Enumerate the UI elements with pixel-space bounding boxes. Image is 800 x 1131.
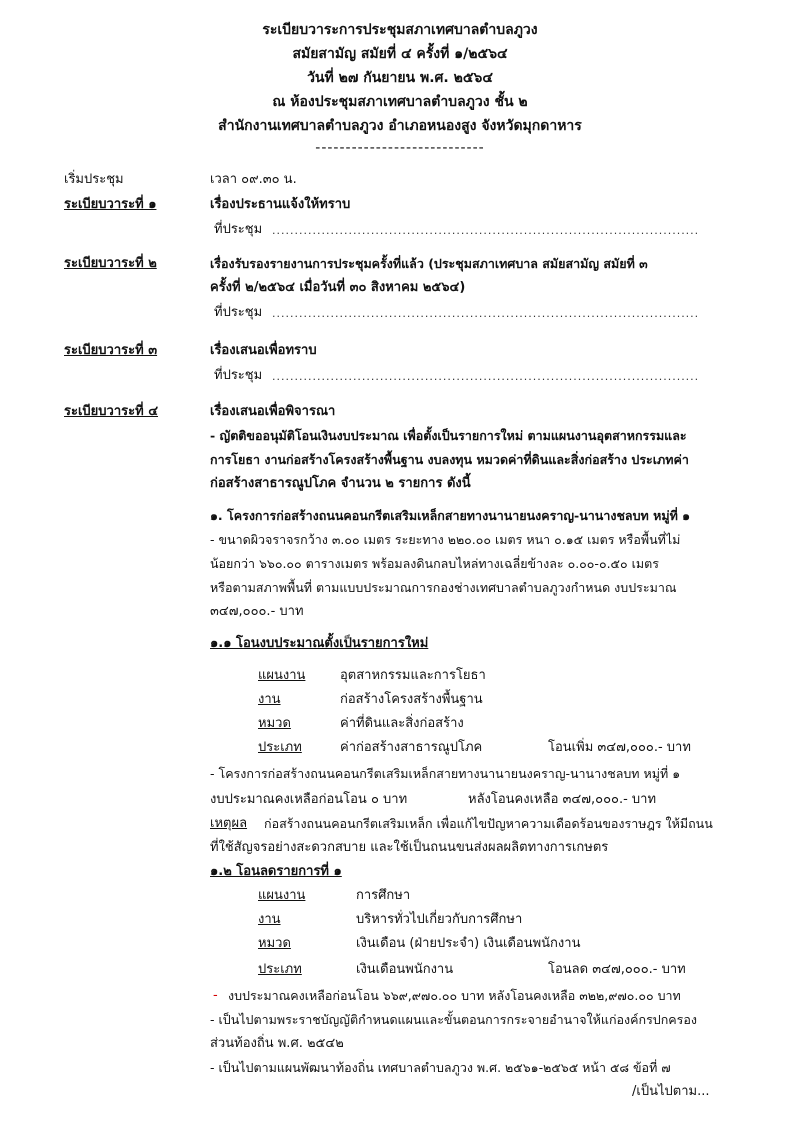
date-line: วันที่ ๒๗ กันยายน พ.ศ. ๒๕๖๔ xyxy=(307,70,493,86)
law-line1: - เป็นไปตามพระราชบัญญัติกำหนดแผนและขั้นตอนการกระจายอำนาจให้แก่องค์กรปกครอง xyxy=(210,1012,697,1027)
project-desc-line4: ๓๔๗,๐๐๐.- บาท xyxy=(210,604,304,619)
header-divider: ---------------------------- xyxy=(315,140,485,156)
agenda-2-title-line1: เรื่องรับรองรายงานการประชุมครั้งที่แล้ว (ประชุมสภาเทศบาล สมัยสามัญ สมัยที่ ๓ xyxy=(210,256,648,271)
session-line: สมัยสามัญ สมัยที่ ๔ ครั้งที่ ๑/๒๕๖๔ xyxy=(292,46,508,62)
start-label: เริ่มประชุม xyxy=(64,172,124,187)
project-title: ๑. โครงการก่อสร้างถนนคอนกรีตเสริมเหล็กสายทางนานายนงคราญ-นานางชลบท หมู่ที่ ๑ xyxy=(210,508,691,523)
motion-line2: การโยธา งานก่อสร้างโครงสร้างพื้นฐาน งบลงทุน หมวดค่าที่ดินและสิ่งก่อสร้าง ประเภทค่า xyxy=(210,452,689,467)
transfer-in-heading: ๑.๑ โอนงบประมาณตั้งเป็นรายการใหม่ xyxy=(210,636,429,651)
doc-title: ระเบียบวาระการประชุมสภาเทศบาลตำบลภูวง xyxy=(262,22,538,38)
transfer-out-work-value: บริหารทั่วไปเกี่ยวกับการศึกษา xyxy=(356,912,523,927)
project-desc-line2: น้อยกว่า ๖๖๐.๐๐ ตารางเมตร พร้อมลงดินกลบไหล่ทางเฉลี่ยข้างละ ๐.๐๐-๐.๕๐ เมตร xyxy=(210,556,659,571)
transfer-in-work-value: ก่อสร้างโครงสร้างพื้นฐาน xyxy=(340,692,483,707)
transfer-out-heading: ๑.๒ โอนลดรายการที่ ๑ xyxy=(210,864,342,879)
transfer-out-type-value: เงินเดือนพนักงาน xyxy=(356,962,454,977)
transfer-in-type-key: ประเภท xyxy=(258,740,302,755)
motion-line3: ก่อสร้างสาธารณูปโภค จำนวน ๒ รายการ ดังนี้ xyxy=(210,476,471,491)
agenda-4-label: ระเบียบวาระที่ ๔ xyxy=(64,404,159,419)
agenda-1-title: เรื่องประธานแจ้งให้ทราบ xyxy=(210,197,351,212)
agenda-4-title: เรื่องเสนอเพื่อพิจารณา xyxy=(210,404,336,419)
agenda-3-label: ระเบียบวาระที่ ๓ xyxy=(64,343,158,358)
agenda-2-meeting: ที่ประชุม xyxy=(214,305,263,320)
transfer-in-amount: โอนเพิ่ม ๓๔๗,๐๐๐.- บาท xyxy=(548,740,691,755)
reason-line1: ก่อสร้างถนนคอนกรีตเสริมเหล็ก เพื่อแก้ไขปัญหาความเดือดร้อนของราษฎร ให้มีถนน xyxy=(264,816,713,831)
transfer-in-balance-before: งบประมาณคงเหลือก่อนโอน ๐ บาท xyxy=(210,792,408,807)
agenda-3-fill-line xyxy=(272,370,699,384)
law-line2: ส่วนท้องถิ่น พ.ศ. ๒๕๔๒ xyxy=(210,1036,344,1051)
transfer-in-type-value: ค่าก่อสร้างสาธารณูปโภค xyxy=(340,740,483,755)
agenda-3-meeting: ที่ประชุม xyxy=(214,368,263,383)
transfer-in-balance-after: หลังโอนคงเหลือ ๓๔๗,๐๐๐.- บาท xyxy=(468,792,657,807)
venue-line: ณ ห้องประชุมสภาเทศบาลตำบลภูวง ชั้น ๒ xyxy=(272,94,528,110)
agenda-1-meeting: ที่ประชุม xyxy=(214,222,263,237)
balance-dash: - xyxy=(213,988,218,1003)
transfer-out-work-key: งาน xyxy=(258,912,281,927)
agenda-2-label: ระเบียบวาระที่ ๒ xyxy=(64,256,157,271)
transfer-out-balance-line: งบประมาณคงเหลือก่อนโอน ๖๖๙,๙๗๐.๐๐ บาท หลังโอนคงเหลือ ๓๒๒,๙๗๐.๐๐ บาท xyxy=(228,988,681,1003)
transfer-in-category-value: ค่าที่ดินและสิ่งก่อสร้าง xyxy=(340,716,464,731)
agenda-2-fill-line xyxy=(272,307,699,321)
plan-line: - เป็นไปตามแผนพัฒนาท้องถิ่น เทศบาลตำบลภูวง พ.ศ. ๒๕๖๑-๒๕๖๕ หน้า ๕๘ ข้อที่ ๗ xyxy=(210,1060,671,1075)
transfer-out-plan-value: การศึกษา xyxy=(356,888,411,903)
transfer-in-category-key: หมวด xyxy=(258,716,291,731)
transfer-out-type-key: ประเภท xyxy=(258,962,302,977)
agenda-2-title-line2: ครั้งที่ ๒/๒๕๖๔ เมื่อวันที่ ๓๐ สิงหาคม ๒๕๖๔) xyxy=(210,280,466,295)
transfer-out-plan-key: แผนงาน xyxy=(258,888,306,903)
agenda-3-title: เรื่องเสนอเพื่อทราบ xyxy=(210,343,317,358)
transfer-out-category-key: หมวด xyxy=(258,936,291,951)
office-line: สำนักงานเทศบาลตำบลภูวง อำเภอหนองสูง จังหวัดมุกดาหาร xyxy=(218,118,582,134)
reason-label: เหตุผล xyxy=(210,816,248,831)
start-time: เวลา ๐๙.๓๐ น. xyxy=(210,172,297,187)
transfer-in-work-key: งาน xyxy=(258,692,281,707)
transfer-in-plan-key: แผนงาน xyxy=(258,668,306,683)
agenda-1-label: ระเบียบวาระที่ ๑ xyxy=(64,197,157,212)
motion-line1: - ญัตติขออนุมัติโอนเงินงบประมาณ เพื่อตั้งเป็นรายการใหม่ ตามแผนงานอุตสาหกรรมและ xyxy=(210,428,687,443)
agenda-1-fill-line xyxy=(272,224,699,238)
transfer-in-project-line: - โครงการก่อสร้างถนนคอนกรีตเสริมเหล็กสายทางนานายนงคราญ-นานางชลบท หมู่ที่ ๑ xyxy=(210,766,681,781)
transfer-out-category-value: เงินเดือน (ฝ่ายประจำ) เงินเดือนพนักงาน xyxy=(356,936,581,951)
transfer-out-amount: โอนลด ๓๔๗,๐๐๐.- บาท xyxy=(548,962,686,977)
project-desc-line1: - ขนาดผิวจราจรกว้าง ๓.๐๐ เมตร ระยะทาง ๒๒๐.๐๐ เมตร หนา ๐.๑๕ เมตร หรือพื้นที่ไม่ xyxy=(210,532,681,547)
project-desc-line3: หรือตามสภาพพื้นที่ ตามแบบประมาณการกองช่างเทศบาลตำบลภูวงกำหนด งบประมาณ xyxy=(210,580,677,595)
reason-line2: ที่ใช้สัญจรอย่างสะดวกสบาย และใช้เป็นถนนขนส่งผลผลิตทางการเกษตร xyxy=(210,840,609,855)
continued-note: /เป็นไปตาม... xyxy=(632,1084,710,1099)
transfer-in-plan-value: อุตสาหกรรมและการโยธา xyxy=(340,668,486,683)
